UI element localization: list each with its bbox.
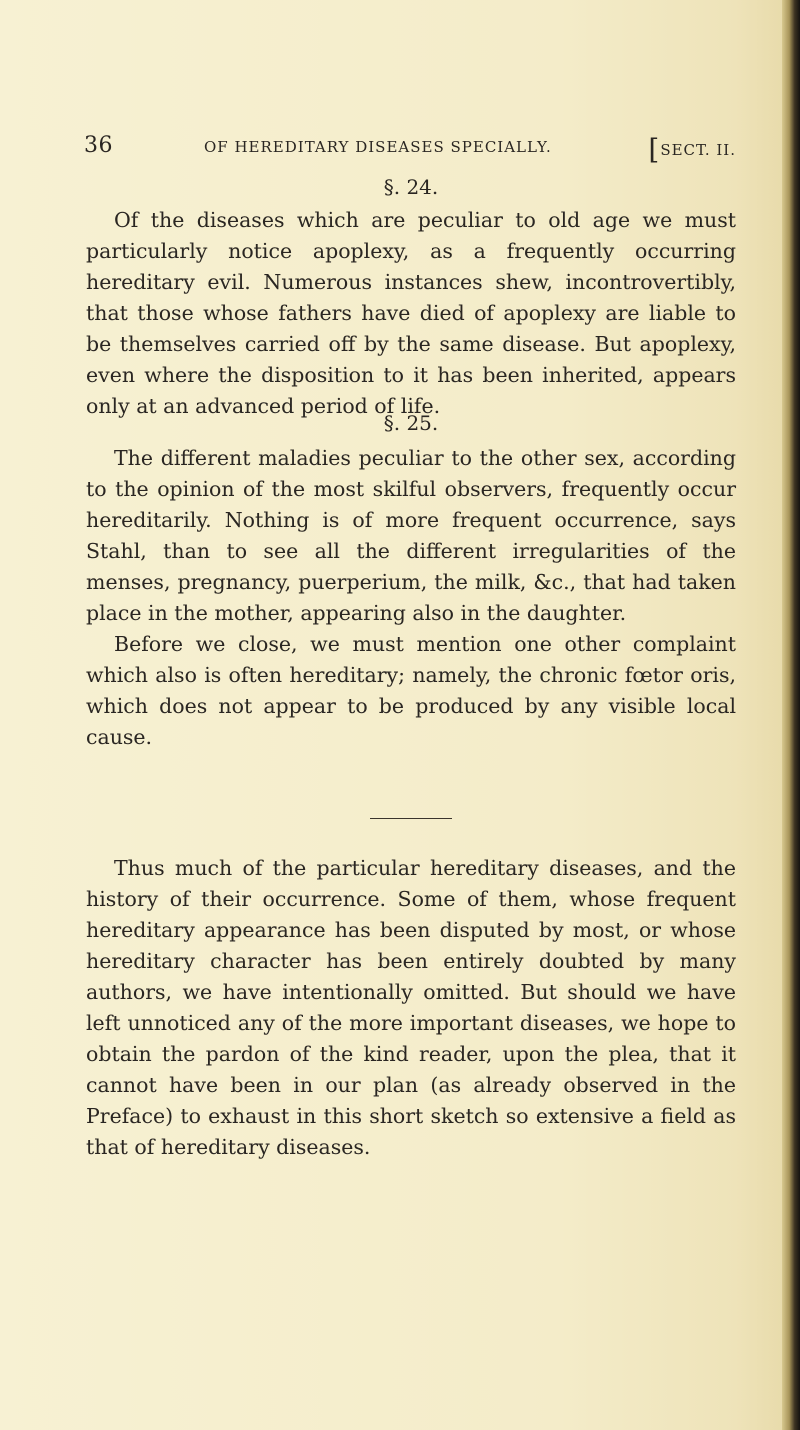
section-marker: [648, 133, 736, 166]
paragraph: The different maladies peculiar to the other sex, according to the opinion of the most skilful observers, frequently occur hereditarily. Nothing is of more frequent occurrence, says Stahl, than to see all the different irregularities of the menses, pregnancy, puerperium, the milk, &c., that had taken place in the mother, appearing also in the daughter.: [86, 446, 736, 625]
section-heading: §. 25.: [383, 411, 439, 435]
section-label: SECT. II.: [660, 141, 736, 159]
running-title: OF HEREDITARY DISEASES SPECIALLY.: [204, 138, 552, 156]
section-24: [86, 173, 736, 422]
section-25: [86, 409, 736, 753]
section-bracket: [: [648, 133, 661, 166]
book-gutter-edge: [782, 0, 800, 1430]
section-heading: §. 24.: [383, 175, 439, 199]
paragraph: Of the diseases which are peculiar to old age we must particularly notice apoplexy, as a frequently occurring hereditary evil. Numerous instances shew, incontrovertibly, that those whose fathers have died of apoplexy are liable to be themselves carried off by the same disease. But apoplexy, even where the disposition to it has been inherited, appears only at an advanced period of life.: [86, 208, 736, 418]
paragraph: Before we close, we must mention one other complaint which also is often hereditary; namely, the chronic fœtor oris, which does not appear to be produced by any visible local cause.: [86, 632, 736, 749]
paragraph: Thus much of the particular hereditary diseases, and the history of their occurrence. Some of them, whose frequent hereditary appearance has been disputed by most, or whose hereditary character has been entirely doubted by many authors, we have intentionally omitted. But should we have left unnoticed any of the more important diseases, we hope to obtain the pardon of the kind reader, upon the plea, that it cannot have been in our plan (as already observed in the Preface) to exhaust in this short sketch so extensive a field as that of hereditary diseases.: [86, 856, 736, 1159]
page-number: 36: [84, 133, 113, 158]
closing-section: [86, 853, 736, 1163]
section-divider: [370, 818, 452, 819]
running-head: [84, 133, 736, 167]
